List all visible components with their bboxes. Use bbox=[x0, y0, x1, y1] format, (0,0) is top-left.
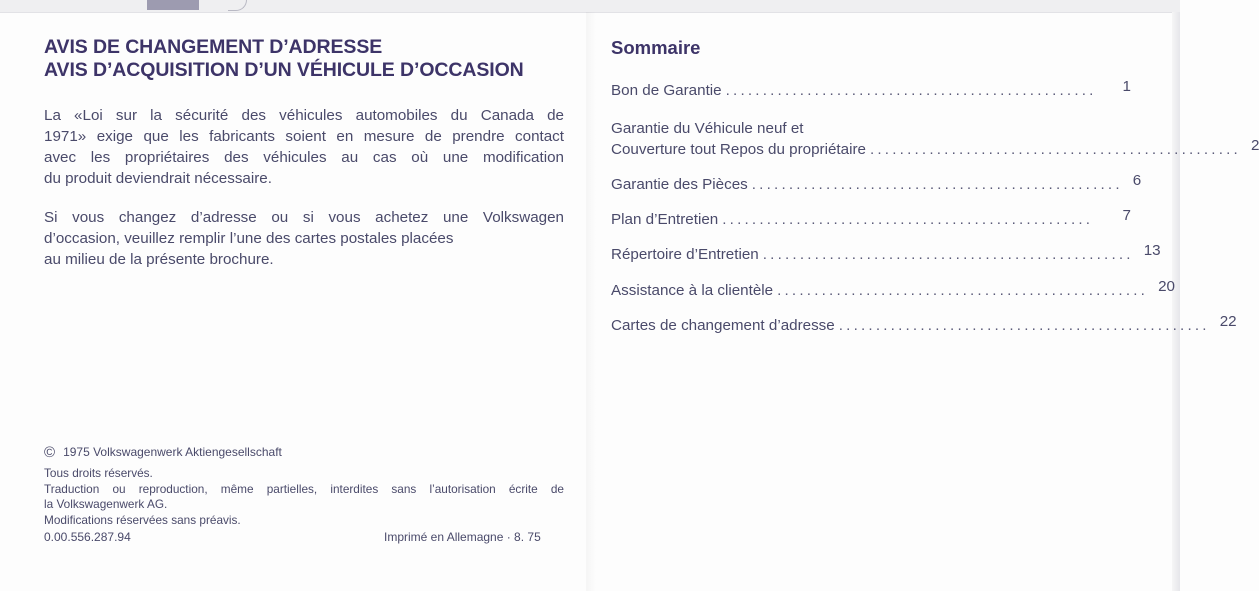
paragraph-line: La «Loi sur la sécurité des véhicules automobiles du Canada de bbox=[44, 107, 564, 124]
toc-entry-label: Répertoire d’Entretien bbox=[611, 246, 759, 263]
toc-entry-label: Cartes de changement d’adresse bbox=[611, 317, 835, 334]
copyright-text: 1975 Volkswagenwerk Aktiengesellschaft bbox=[63, 445, 282, 459]
top-tab-mark bbox=[147, 0, 199, 10]
paragraph-line: au milieu de la présente brochure. bbox=[44, 251, 274, 268]
toc-leader-dots: .................................................. bbox=[762, 246, 1134, 263]
notice-title bbox=[44, 36, 524, 82]
toc-leader-dots: .................................................. bbox=[777, 282, 1149, 299]
toc-entry bbox=[611, 172, 1142, 195]
toc-entry bbox=[611, 209, 1131, 230]
toc-leader-dots: .................................................. bbox=[722, 211, 1094, 228]
copyright-line bbox=[44, 443, 282, 460]
toc-page-number: 6 bbox=[1132, 172, 1142, 189]
toc-page-number: 2 bbox=[1250, 137, 1259, 154]
rights-line: Modifications réservées sans préavis. bbox=[44, 512, 241, 527]
toc-page-number: 7 bbox=[1122, 207, 1131, 224]
toc-page-number: 1 bbox=[1122, 78, 1131, 95]
paragraph-law bbox=[44, 105, 564, 189]
toc-leader-dots: .................................................. bbox=[725, 82, 1097, 99]
toc-entry bbox=[611, 242, 1161, 265]
rights-line: la Volkswagenwerk AG. bbox=[44, 497, 168, 511]
page-edge bbox=[1172, 12, 1180, 591]
paragraph-instructions bbox=[44, 207, 564, 270]
paragraph-line: 1971» exige que les fabricants soient en mesure de prendre contact bbox=[44, 128, 564, 145]
paragraph-line: du produit deviendrait nécessaire. bbox=[44, 170, 272, 187]
toc-entry-label: Plan d’Entretien bbox=[611, 211, 719, 228]
paragraph-line: Si vous changez d’adresse ou si vous achetez une Volkswagen bbox=[44, 209, 564, 226]
toc-entry bbox=[611, 278, 1175, 301]
paragraph-line: avec les propriétaires des véhicules au cas où une modification bbox=[44, 149, 564, 166]
center-fold bbox=[586, 12, 596, 591]
toc-leader-dots: .................................................. bbox=[838, 317, 1210, 334]
title-line-1: AVIS DE CHANGEMENT D’ADRESSE bbox=[44, 36, 383, 58]
rights-notice bbox=[44, 466, 564, 528]
toc-page-number: 22 bbox=[1219, 313, 1237, 330]
toc-entry-label: Couverture tout Repos du propriétaire bbox=[611, 141, 866, 158]
toc-entry bbox=[611, 313, 1237, 336]
part-number: 0.00.556.287.94 bbox=[44, 530, 131, 544]
toc-entry bbox=[611, 118, 1259, 160]
toc-leader-dots: .................................................. bbox=[869, 141, 1241, 158]
toc-entry-label: Garantie des Pièces bbox=[611, 176, 748, 193]
printed-in: Imprimé en Allemagne · 8. 75 bbox=[384, 530, 541, 544]
toc-page-number: 20 bbox=[1158, 278, 1175, 295]
toc-entry-label: Assistance à la clientèle bbox=[611, 282, 774, 299]
paragraph-line: d’occasion, veuillez remplir l’une des cartes postales placées bbox=[44, 230, 454, 247]
toc-heading: Sommaire bbox=[611, 37, 701, 58]
copyright-icon: © bbox=[44, 444, 56, 461]
rights-line: Tous droits réservés. bbox=[44, 466, 153, 480]
toc-entry-label: Bon de Garantie bbox=[611, 82, 722, 99]
toc-entry-label-line: Garantie du Véhicule neuf et bbox=[611, 120, 804, 137]
toc-page-number: 13 bbox=[1143, 242, 1161, 259]
title-line-2: AVIS D’ACQUISITION D’UN VÉHICULE D’OCCASION bbox=[44, 59, 524, 81]
rights-line: Traduction ou reproduction, même partielles, interdites sans l’autorisation écrite de bbox=[44, 481, 564, 496]
toc-leader-dots: .................................................. bbox=[751, 176, 1123, 193]
toc-entry bbox=[611, 80, 1131, 101]
